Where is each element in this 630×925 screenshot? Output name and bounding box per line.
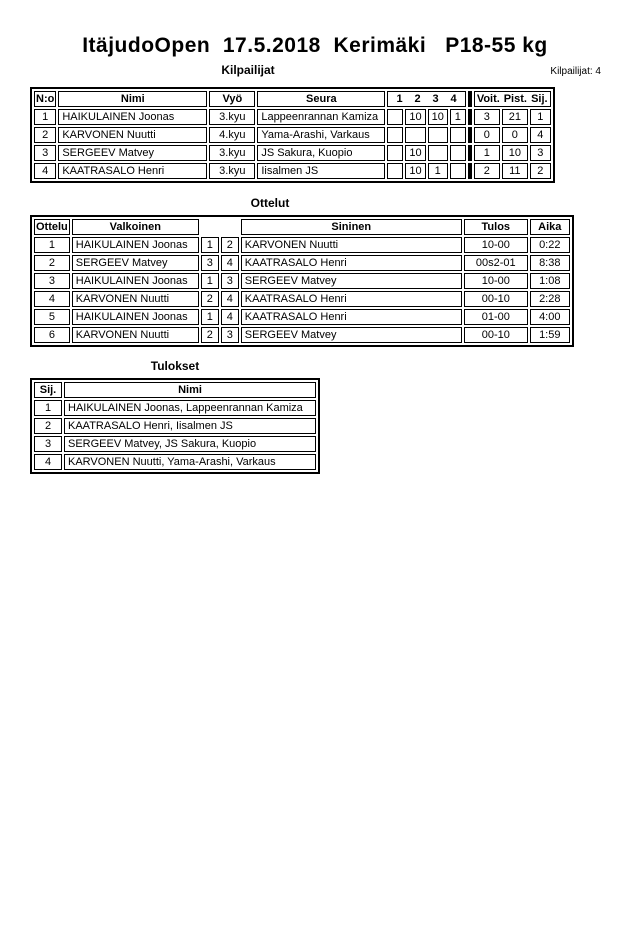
cell-points: 0 bbox=[502, 127, 528, 143]
cell-place: 3 bbox=[34, 436, 62, 452]
cell-white-name: HAIKULAINEN Joonas bbox=[72, 237, 199, 253]
ottelut-table bbox=[30, 215, 574, 347]
tulokset-table bbox=[30, 378, 320, 474]
result-row bbox=[34, 454, 316, 470]
cell-club: Yama-Arashi, Varkaus bbox=[257, 127, 385, 143]
cell-name: SERGEEV Matvey bbox=[58, 145, 207, 161]
cell-no: 3 bbox=[34, 145, 56, 161]
cell-match-no: 5 bbox=[34, 309, 70, 325]
cell-place: 2 bbox=[34, 418, 62, 434]
kilpailijat-table bbox=[30, 87, 555, 183]
cell-match-no: 3 bbox=[34, 273, 70, 289]
cell-points: 10 bbox=[502, 145, 528, 161]
cell-blue-name: SERGEEV Matvey bbox=[241, 273, 462, 289]
cell-club: Iisalmen JS bbox=[257, 163, 385, 179]
cell-blue-no: 4 bbox=[221, 291, 239, 307]
cell-no: 4 bbox=[34, 163, 56, 179]
cell-time: 1:59 bbox=[530, 327, 570, 343]
cell-white-no: 1 bbox=[201, 309, 219, 325]
cell-round-4: 1 bbox=[450, 109, 466, 125]
cell-place: 2 bbox=[530, 163, 551, 179]
cell-result: 10-00 bbox=[464, 273, 528, 289]
subtitle-band bbox=[0, 63, 630, 79]
cell-blue-name: KAATRASALO Henri bbox=[241, 291, 462, 307]
result-row bbox=[34, 436, 316, 452]
competitor-row bbox=[34, 163, 551, 179]
col-header-round-3: 3 bbox=[432, 93, 439, 105]
cell-time: 0:22 bbox=[530, 237, 570, 253]
cell-wins: 2 bbox=[474, 163, 500, 179]
cell-result: 00-10 bbox=[464, 291, 528, 307]
competitor-row bbox=[34, 127, 551, 143]
col-header-blue: Sininen bbox=[241, 219, 462, 235]
match-row bbox=[34, 291, 570, 307]
cell-place: 4 bbox=[34, 454, 62, 470]
competitor-row bbox=[34, 145, 551, 161]
cell-club: Lappeenrannan Kamiza bbox=[257, 109, 385, 125]
cell-place: 3 bbox=[530, 145, 551, 161]
cell-round-3 bbox=[428, 127, 448, 143]
cell-name: KARVONEN Nuutti bbox=[58, 127, 207, 143]
cell-place: 1 bbox=[34, 400, 62, 416]
cell-match-no: 6 bbox=[34, 327, 70, 343]
col-header-place: Sij. bbox=[531, 93, 548, 105]
cell-round-4 bbox=[450, 145, 466, 161]
cell-round-2: 10 bbox=[405, 163, 425, 179]
cell-blue-no: 2 bbox=[221, 237, 239, 253]
cell-blue-no: 4 bbox=[221, 309, 239, 325]
page-title: ItäjudoOpen 17.5.2018 Kerimäki P18-55 kg bbox=[82, 34, 548, 57]
cell-white-no: 1 bbox=[201, 237, 219, 253]
cell-blue-no: 3 bbox=[221, 327, 239, 343]
cell-place: 4 bbox=[530, 127, 551, 143]
cell-white-no: 2 bbox=[201, 327, 219, 343]
tulokset-header-row bbox=[34, 382, 316, 398]
col-header-result: Tulos bbox=[464, 219, 528, 235]
cell-result: 00-10 bbox=[464, 327, 528, 343]
match-row bbox=[34, 309, 570, 325]
cell-name: KARVONEN Nuutti, Yama-Arashi, Varkaus bbox=[64, 454, 316, 470]
cell-belt: 4.kyu bbox=[209, 127, 255, 143]
kilpailijat-header-row bbox=[34, 91, 551, 107]
cell-result: 00s2-01 bbox=[464, 255, 528, 271]
cell-result: 01-00 bbox=[464, 309, 528, 325]
match-row bbox=[34, 255, 570, 271]
col-header-club: Seura bbox=[257, 91, 385, 107]
cell-round-2 bbox=[405, 127, 425, 143]
cell-white-no: 1 bbox=[201, 273, 219, 289]
col-header-score-group bbox=[474, 91, 551, 107]
ottelut-header-row bbox=[34, 219, 570, 235]
cell-points: 11 bbox=[502, 163, 528, 179]
col-header-round-4: 4 bbox=[450, 93, 457, 105]
col-header-no: N:o bbox=[36, 93, 55, 105]
cell-round-1 bbox=[387, 127, 403, 143]
cell-white-no: 2 bbox=[201, 291, 219, 307]
match-row bbox=[34, 237, 570, 253]
col-header-round-2: 2 bbox=[414, 93, 421, 105]
cell-round-4 bbox=[450, 127, 466, 143]
col-header-round-1: 1 bbox=[396, 93, 403, 105]
cell-points: 21 bbox=[502, 109, 528, 125]
competitor-row bbox=[34, 109, 551, 125]
cell-round-3: 10 bbox=[428, 109, 448, 125]
cell-belt: 3.kyu bbox=[209, 145, 255, 161]
cell-round-3 bbox=[428, 145, 448, 161]
cell-name: HAIKULAINEN Joonas, Lappeenrannan Kamiza bbox=[64, 400, 316, 416]
cell-round-1 bbox=[387, 163, 403, 179]
cell-time: 2:28 bbox=[530, 291, 570, 307]
result-row bbox=[34, 418, 316, 434]
group-divider bbox=[468, 91, 472, 107]
cell-round-2: 10 bbox=[405, 145, 425, 161]
cell-blue-name: KAATRASALO Henri bbox=[241, 255, 462, 271]
col-header-name: Nimi bbox=[58, 91, 207, 107]
results-page bbox=[0, 34, 630, 925]
competitors-count: Kilpailijat: 4 bbox=[550, 66, 601, 77]
cell-result: 10-00 bbox=[464, 237, 528, 253]
cell-club: JS Sakura, Kuopio bbox=[257, 145, 385, 161]
cell-white-name: HAIKULAINEN Joonas bbox=[72, 309, 199, 325]
group-divider bbox=[468, 109, 472, 125]
col-header-belt: Vyö bbox=[209, 91, 255, 107]
cell-white-no: 3 bbox=[201, 255, 219, 271]
col-header-points: Pist. bbox=[503, 93, 527, 105]
result-row bbox=[34, 400, 316, 416]
cell-round-4 bbox=[450, 163, 466, 179]
cell-name: KAATRASALO Henri, Iisalmen JS bbox=[64, 418, 316, 434]
cell-white-name: KARVONEN Nuutti bbox=[72, 327, 199, 343]
cell-name: SERGEEV Matvey, JS Sakura, Kuopio bbox=[64, 436, 316, 452]
group-divider bbox=[468, 145, 472, 161]
cell-name: KAATRASALO Henri bbox=[58, 163, 207, 179]
group-divider bbox=[468, 127, 472, 143]
section-title-kilpailijat: Kilpailijat bbox=[221, 63, 275, 77]
cell-name: HAIKULAINEN Joonas bbox=[58, 109, 207, 125]
cell-match-no: 1 bbox=[34, 237, 70, 253]
cell-round-1 bbox=[387, 145, 403, 161]
cell-no: 1 bbox=[34, 109, 56, 125]
col-header-name: Nimi bbox=[64, 382, 316, 398]
cell-white-name: HAIKULAINEN Joonas bbox=[72, 273, 199, 289]
cell-time: 4:00 bbox=[530, 309, 570, 325]
cell-wins: 1 bbox=[474, 145, 500, 161]
cell-blue-name: KAATRASALO Henri bbox=[241, 309, 462, 325]
col-header-white: Valkoinen bbox=[72, 219, 199, 235]
cell-wins: 0 bbox=[474, 127, 500, 143]
match-row bbox=[34, 273, 570, 289]
col-header-wins: Voit. bbox=[476, 93, 500, 105]
cell-place: 1 bbox=[530, 109, 551, 125]
group-divider bbox=[468, 163, 472, 179]
cell-match-no: 4 bbox=[34, 291, 70, 307]
cell-time: 8:38 bbox=[530, 255, 570, 271]
cell-round-3: 1 bbox=[428, 163, 448, 179]
cell-round-2: 10 bbox=[405, 109, 425, 125]
cell-blue-no: 3 bbox=[221, 273, 239, 289]
cell-blue-no: 4 bbox=[221, 255, 239, 271]
col-header-numbers-spacer bbox=[201, 219, 239, 235]
col-header-rounds bbox=[387, 91, 466, 107]
cell-blue-name: SERGEEV Matvey bbox=[241, 327, 462, 343]
cell-white-name: SERGEEV Matvey bbox=[72, 255, 199, 271]
cell-white-name: KARVONEN Nuutti bbox=[72, 291, 199, 307]
cell-blue-name: KARVONEN Nuutti bbox=[241, 237, 462, 253]
match-row bbox=[34, 327, 570, 343]
cell-no: 2 bbox=[34, 127, 56, 143]
cell-time: 1:08 bbox=[530, 273, 570, 289]
cell-wins: 3 bbox=[474, 109, 500, 125]
section-title-ottelut: Ottelut bbox=[250, 196, 290, 210]
cell-round-1 bbox=[387, 109, 403, 125]
cell-match-no: 2 bbox=[34, 255, 70, 271]
section-title-tulokset: Tulokset bbox=[150, 359, 200, 373]
cell-belt: 3.kyu bbox=[209, 163, 255, 179]
col-header-time: Aika bbox=[530, 219, 570, 235]
cell-belt: 3.kyu bbox=[209, 109, 255, 125]
col-header-match: Ottelu bbox=[36, 221, 68, 233]
col-header-place: Sij. bbox=[34, 382, 62, 398]
